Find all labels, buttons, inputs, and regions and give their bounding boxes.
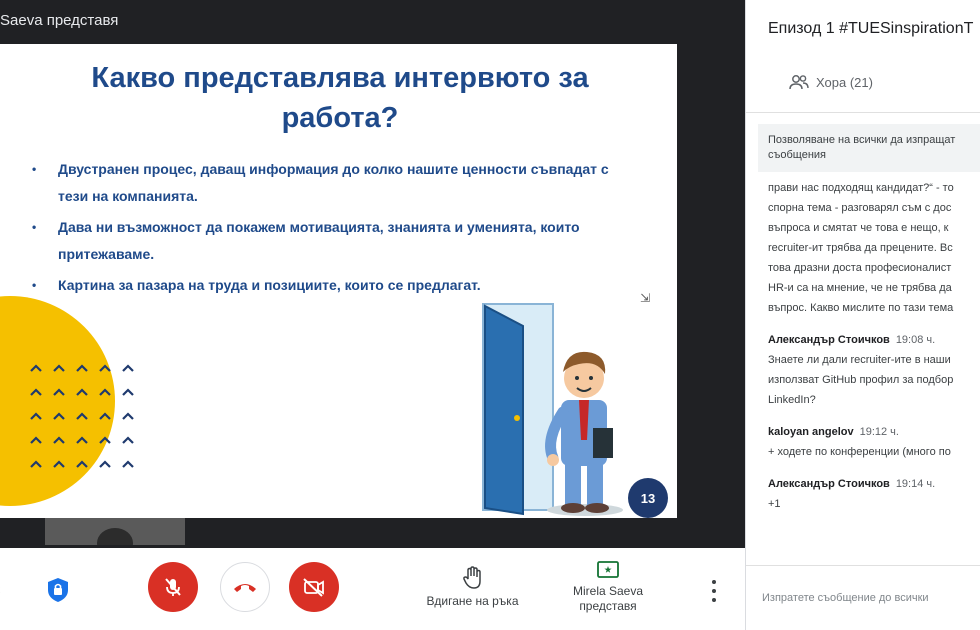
chevron-up-icon	[97, 384, 113, 400]
slide-bullet-text: Дава ни възможност да покажем мотивацията, знанията и уменията, които притежаваме.	[58, 219, 580, 262]
chevron-up-icon	[51, 432, 67, 448]
chat-message-partial	[768, 178, 980, 318]
chat-message-line: + ходете по конференции (много по	[768, 446, 951, 458]
panel-divider	[746, 112, 980, 113]
people-icon	[788, 74, 810, 90]
chevron-up-icon	[74, 360, 90, 376]
slide-bullet-text: Двустранен процес, даващ информация до колко нашите ценности съвпадат с тези на компанията.	[58, 161, 609, 204]
chat-author: Александър Стоичков	[768, 478, 890, 490]
chevron-up-icon	[51, 360, 67, 376]
chat-message	[768, 422, 980, 462]
chat-message	[768, 330, 980, 410]
slide-bullet	[32, 156, 632, 210]
meeting-title: Епизод 1 #TUESinspirationT	[768, 20, 974, 37]
camera-off-icon	[302, 576, 326, 598]
bullet-dot: •	[32, 278, 37, 292]
chevron-up-icon	[28, 408, 44, 424]
chevron-up-icon	[97, 432, 113, 448]
chat-message-line: Знаете ли дали recruiter-ите в наши	[768, 354, 951, 366]
chevron-up-icon	[74, 408, 90, 424]
slide-page-number: 13	[628, 478, 668, 518]
chevron-up-icon	[120, 384, 136, 400]
chevron-row	[28, 432, 143, 456]
chat-message-line: въпроса и смятат че това е нещо, к	[768, 222, 949, 234]
chevron-row	[28, 360, 143, 384]
slide-bullet	[32, 214, 632, 268]
chat-message-line: recruiter-ит трябва да прецените. Вс	[768, 242, 953, 254]
chat-message-line: LinkedIn?	[768, 394, 816, 406]
chat-message-input[interactable]	[762, 592, 980, 604]
slide-bullet-text: Картина за пазара на труда и позициите, които се предлагат.	[58, 277, 481, 293]
chevron-up-icon	[28, 432, 44, 448]
chevron-row	[28, 456, 143, 480]
chevron-up-icon	[120, 360, 136, 376]
chevron-up-icon	[97, 360, 113, 376]
chevron-up-icon	[120, 456, 136, 472]
chevron-up-icon	[74, 384, 90, 400]
people-tab[interactable]	[788, 74, 873, 90]
shield-icon[interactable]	[43, 575, 73, 605]
chat-message-line: въпрос. Какво мислите по тази тема	[768, 302, 954, 314]
chat-message-line: +1	[768, 498, 781, 510]
chevron-row	[28, 384, 143, 408]
presenter-label: Saeva представя	[0, 12, 119, 29]
presentation-slide	[0, 44, 677, 518]
camera-toggle-button[interactable]	[289, 562, 339, 612]
chat-message	[768, 474, 980, 514]
chevron-up-icon	[28, 384, 44, 400]
participant-silhouette	[97, 528, 133, 545]
slide-bullet-list	[32, 156, 632, 303]
chat-timestamp: 19:08 ч.	[895, 334, 936, 346]
chevron-up-icon	[51, 384, 67, 400]
raise-hand-label: Вдигане на ръка	[426, 594, 519, 608]
chevron-up-icon	[51, 456, 67, 472]
pointer-cursor-icon: ⇲	[640, 291, 651, 305]
hang-up-icon	[232, 580, 258, 594]
bullet-dot: •	[32, 162, 37, 176]
chat-message-line: HR-и са на мнение, че не трябва да	[768, 282, 952, 294]
mic-off-icon	[162, 576, 184, 598]
presenting-button[interactable]	[558, 560, 658, 614]
decorative-chevron-grid	[28, 360, 143, 480]
allow-messages-toggle[interactable]: Позволяване на всички да изпращат съобщения	[758, 124, 980, 172]
chevron-up-icon	[120, 432, 136, 448]
chevron-up-icon	[28, 456, 44, 472]
self-video-tile[interactable]	[45, 518, 185, 545]
slide-title	[20, 58, 660, 138]
presenting-status: представя	[579, 599, 637, 613]
chat-message-line: това дразни доста професионалист	[768, 262, 952, 274]
slide-bullet	[32, 272, 632, 299]
presenting-name: Mirela Saeva	[572, 584, 644, 598]
chat-author: Александър Стоичков	[768, 334, 890, 346]
meeting-control-bar	[0, 548, 745, 630]
chat-message-line: използват GitHub профил за подбор	[768, 374, 954, 386]
chat-timestamp: 19:12 ч.	[859, 426, 899, 438]
chevron-up-icon	[51, 408, 67, 424]
chevron-up-icon	[97, 408, 113, 424]
chat-message-line: прави нас подходящ кандидат?“ - то	[768, 182, 954, 194]
raise-hand-icon	[462, 566, 484, 590]
chevron-up-icon	[120, 408, 136, 424]
raise-hand-button[interactable]	[415, 566, 530, 609]
people-tab-label: Хора (21)	[816, 74, 873, 90]
businessman-door-illustration	[475, 300, 625, 518]
chat-author: kaloyan angelov	[768, 426, 854, 438]
chevron-up-icon	[97, 456, 113, 472]
chevron-up-icon	[28, 360, 44, 376]
chat-compose-area	[746, 565, 980, 630]
more-vert-icon[interactable]	[706, 580, 722, 602]
mic-toggle-button[interactable]	[148, 562, 198, 612]
chevron-up-icon	[74, 432, 90, 448]
present-screen-icon	[596, 560, 620, 580]
chat-message-line: спорна тема - разговарял съм с дос	[768, 202, 952, 214]
chevron-left-icon[interactable]	[0, 581, 1, 597]
chat-message-list	[768, 178, 980, 514]
chat-side-panel	[745, 0, 980, 630]
slide-title-line2: работа?	[281, 102, 399, 134]
bullet-dot: •	[32, 220, 37, 234]
leave-call-button[interactable]	[220, 562, 270, 612]
chevron-row	[28, 408, 143, 432]
slide-title-line1: Какво представлява интервюто за	[91, 62, 589, 94]
chat-timestamp: 19:14 ч.	[895, 478, 936, 490]
chevron-up-icon	[74, 456, 90, 472]
